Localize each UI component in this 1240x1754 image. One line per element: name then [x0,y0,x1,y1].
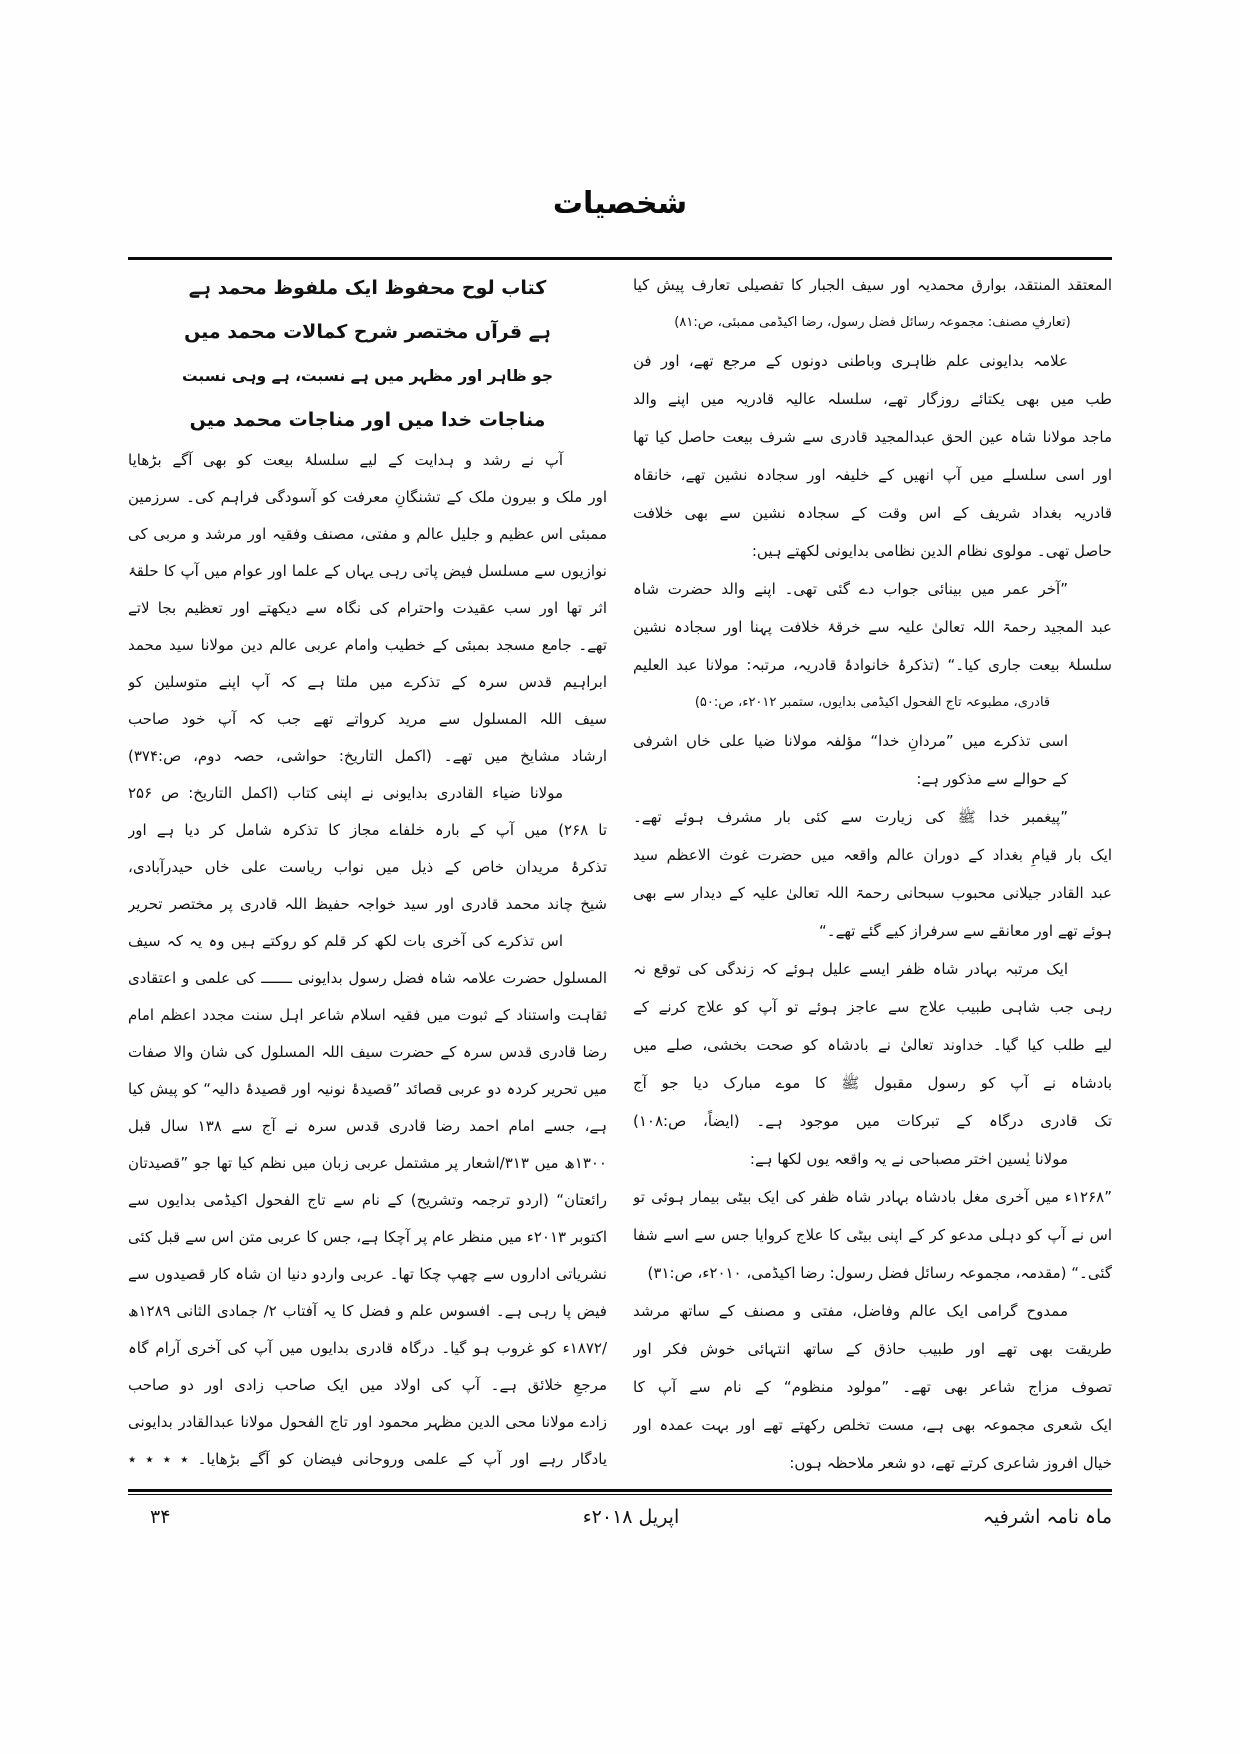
text-line: زادے مولانا محی الدین مظہر محمود اور تاج الفحول مولانا عبدالقادر بدایونی [128,1413,607,1431]
footer-divider [128,1489,1112,1495]
text-line: سیف اللہ المسلول سے مرید کرواتے تھے جب کہ آپ خود صاحب [128,710,607,728]
column-left [128,266,607,1488]
text-line: المسلول حضرت علامہ شاہ فضل رسول بدایونی ـــــــ کی علمی و اعتقادی [128,969,607,987]
text-line: عبد المجید رحمۃ اللہ تعالیٰ علیہ سے خرقۂ خلافت پہنا اور سجادہ نشین [633,618,1112,636]
text-line: تذکرۂ مریدان خاص کے ذیل میں نواب ریاست علی خاں حیدرآبادی، [128,858,607,876]
text-line: عبد القادر جیلانی محبوب سبحانی رحمۃ اللہ تعالیٰ علیہ کے دیدار سے بھی [633,884,1112,902]
text-line: رضا قادری قدس سرہ کے حضرت سیف اللہ المسلول کی شان والا صفات [128,1043,607,1061]
text-line: ایک شعری مجموعہ بھی ہے، مست تخلص رکھتے تھے اور بہت عمدہ اور [633,1416,1112,1434]
article-body [128,266,1112,1488]
text-line: ممدوح گرامی ایک عالم وفاضل، مفتی و مصنف کے ساتھ مرشد [633,1302,1068,1320]
footer-magazine-title: ماہ نامہ اشرفیہ [982,1506,1112,1528]
text-line: شیخ چاند محمد قادری اور سید خواجہ حفیظ اللہ قادری پر مختصر تحریر [128,895,607,913]
footer-date: اپریل ۲۰۱۸ء [582,1506,680,1528]
text-line: ممبئی اس عظیم و جلیل عالم و مفتی، مصنف وفقیہ اور مرشد و مربی کی [128,525,607,543]
poetry-line: ہے قرآں مختصر شرح کمالات محمد میں [184,321,551,343]
text-line: کے حوالے سے مذکور ہے: [916,770,1068,788]
text-line: آپ نے رشد و ہدایت کے لیے سلسلۂ بیعت کو بھی آگے بڑھایا [128,451,563,469]
text-line: /۱۸۷۲ء کو غروب ہو گیا۔ درگاہ قادری بدایوں میں آپ کی آخری آرام گاہ [128,1339,607,1357]
text-line: رائعتان“ (اردو ترجمہ وتشریح) کے نام سے تاج الفحول اکیڈمی بدایوں سے [128,1191,607,1209]
text-line: اسی تذکرے میں ”مردانِ خدا“ مؤلفہ مولانا ضیا علی خاں اشرفی [633,732,1068,750]
text-line: علامہ بدایونی علم ظاہری وباطنی دونوں کے مرجع تھے، اور فن [633,352,1068,370]
text-line: اس تذکرے کی آخری بات لکھ کر قلم کو روکتے ہیں وہ یہ کہ سیف [128,932,563,950]
text-line: حاصل تھی۔ مولوی نظام الدین نظامی بدایونی لکھتے ہیں: [751,542,1112,560]
text-line: ۱۳۰۰ھ میں ۳۱۳/اشعار پر مشتمل عربی زبان میں نظم کیا تھا جو ”قصیدتان [128,1154,607,1172]
text-line: قادری، مطبوعہ تاج الفحول اکیڈمی بدایوں، ستمبر ۲۰۱۲ء، ص:۵۰) [694,695,1051,710]
text-line: گئی۔“ (مقدمہ، مجموعہ رسائل فضل رسول: رضا اکیڈمی، ۲۰۱۰ء، ص:۳۱) [647,1264,1112,1282]
text-line: خیال افروز شاعری کرتے تھے، دو شعر ملاحظہ ہوں: [789,1454,1112,1472]
text-line: اور ملک و بیرون ملک کے تشنگانِ معرفت کو آسودگی فراہم کی۔ سرزمین [128,488,607,506]
text-line: المعتقد المنتقد، بوارق محمدیہ اور سیف الجبار کا تفصیلی تعارف پیش کیا [633,276,1112,294]
header-divider [128,257,1112,260]
text-line: تا ۲۶۸) میں آپ کے بارہ خلفاے مجاز کا تذکرہ شامل کر دیا ہے اور [128,821,607,839]
text-line: میں تحریر کردہ دو عربی قصائد ”قصیدۂ نونیہ اور قصیدۂ دالیہ“ کو پیش کیا [128,1080,607,1098]
text-line: لیے طلب کیا گیا۔ خداوند تعالیٰ نے بادشاہ کو صحت بخشی، صلے میں [633,1036,1112,1054]
text-line: اور اسی سلسلے میں آپ انھیں کے خلیفہ اور سجادہ نشین تھے، خانقاہ [633,466,1112,484]
text-line: ایک مرتبہ بہادر شاہ ظفر ایسے علیل ہوئے کہ زندگی کی توقع نہ [633,960,1068,978]
text-line: ماجد مولانا شاہ عین الحق عبدالمجید قادری سے شرف بیعت حاصل کیا تھا [633,428,1112,446]
text-line: ایک بار قیامِ بغداد کے دوران عالم واقعہ میں حضرت غوث الاعظم سید [633,846,1112,864]
footer-page-number: ۳۴ [149,1506,171,1528]
page-title: شخصیات [552,186,688,221]
column-right [633,266,1112,1488]
text-line: قادریہ بغداد شریف کے اس وقت کے سجادہ نشین سے بھی خلافت [633,504,1112,522]
text-line: بادشاہ نے آپ کو رسول مقبول ﷺ کا موے مبارک دیا جو آج [633,1074,1112,1092]
page-footer [128,1506,1112,1528]
text-line: نشریاتی اداروں سے چھپ چکا تھا۔ عربی واردو دنیا ان شاہ کار قصیدوں سے [128,1265,607,1283]
text-line: ارشاد مشایخ میں تھے۔ (اکمل التاریخ: حواشی، حصہ دوم، ص:۳۷۴) [128,747,607,765]
text-line: ”آخر عمر میں بینائی جواب دے گئی تھی۔ اپنے والد حضرت شاہ [633,580,1068,598]
text-line: ہے، جسے امام احمد رضا قادری قدس سرہ نے آج سے ۱۳۸ سال قبل [128,1117,607,1135]
text-line: ”پیغمبر خدا ﷺ کی زیارت سے کئی بار مشرف ہوئے تھے۔ [633,808,1068,826]
text-line: ثقاہت واستناد کے ثبوت میں فقیہ اسلام شاعر اہل سنت مجدد اعظم امام [128,1006,607,1024]
text-line: مولانا ضیاء القادری بدایونی نے اپنی کتاب (اکمل التاریخ: ص ۲۵۶ [128,784,563,802]
text-line: ابراہیم قدس سرہ کے تذکرے میں ملتا ہے کہ آپ اپنے متوسلین کو [128,673,607,691]
text-line: طب میں بھی یکتائے روزگار تھے، سلسلہ عالیہ قادریہ میں اپنے والد [633,390,1112,408]
text-line: اثر تھا اور سب عقیدت واحترام کی نگاہ سے دیکھتے اور تعظیم بجا لاتے [128,599,607,617]
text-line: رہی جب شاہی طبیب علاج سے عاجز ہوئے تو آپ کو علاج کرنے کے [633,998,1112,1016]
text-line: یادگار رہے اور آپ کے علمی وروحانی فیضان کو آگے بڑھایا۔ ٭ ٭ ٭ ٭ [128,1450,607,1468]
text-line: اس نے آپ کو دہلی مدعو کر کے اپنی بیٹی کا علاج کروایا جس سے اسے شفا [633,1226,1112,1244]
poetry-line: مناجات خدا میں اور مناجات محمد میں [189,409,546,431]
text-line: نوازیوں سے مسلسل فیض پاتی رہی یہاں کے علما اور عوام میں آپ کا حلقۂ [128,562,607,580]
text-line: مرجعِ خلائق ہے۔ آپ کی اولاد میں ایک صاحب زادی اور دو صاحب [128,1376,607,1394]
poetry-line: کتاب لوح محفوظ ایک ملفوظ محمد ہے [188,277,547,299]
text-line: مولانا یٰسین اختر مصباحی نے یہ واقعہ یوں لکھا ہے: [749,1150,1068,1168]
text-line: تصوف مزاج شاعر بھی تھے۔ ”مولود منظوم“ کے نام سے آپ کا [633,1378,1112,1396]
text-line: (تعارفِ مصنف: مجموعہ رسائل فضل رسول، رضا اکیڈمی ممبئی، ص:۸۱) [674,315,1071,330]
text-line: تھے۔ جامع مسجد بمبئی کے خطیب وامام عربی عالم دین مولانا سید محمد [128,636,607,654]
text-line: فیض پا رہی ہے۔ افسوس علم و فضل کا یہ آفتاب ۲/ جمادی الثانی ۱۲۸۹ھ [128,1302,607,1320]
text-line: ”۱۲۶۸ء میں آخری مغل بادشاہ بہادر شاہ ظفر کی ایک بیٹی بیمار ہوئی تو [633,1188,1112,1206]
text-line: سلسلۂ بیعت جاری کیا۔“ (تذکرۂ خانوادۂ قادریہ، مرتبہ: مولانا عبد العلیم [633,656,1112,674]
text-line: اکتوبر ۲۰۱۳ء میں منظر عام پر آچکا ہے، جس کا عربی متن اس سے قبل کئی [128,1228,607,1246]
text-line: طریقت بھی تھے اور طبیب حاذق کے ساتھ انتہائی خوش فکر اور [633,1340,1112,1358]
text-line: ہوئے تھے اور معانقے سے سرفراز کیے گئے تھے۔“ [819,922,1112,940]
poetry-line: جو ظاہر اور مظہر میں ہے نسبت، ہے وہی نسبت [181,367,554,385]
text-line: تک قادری درگاہ کے تبرکات میں موجود ہے۔ (ایضاً، ص:۱۰۸) [633,1112,1112,1130]
